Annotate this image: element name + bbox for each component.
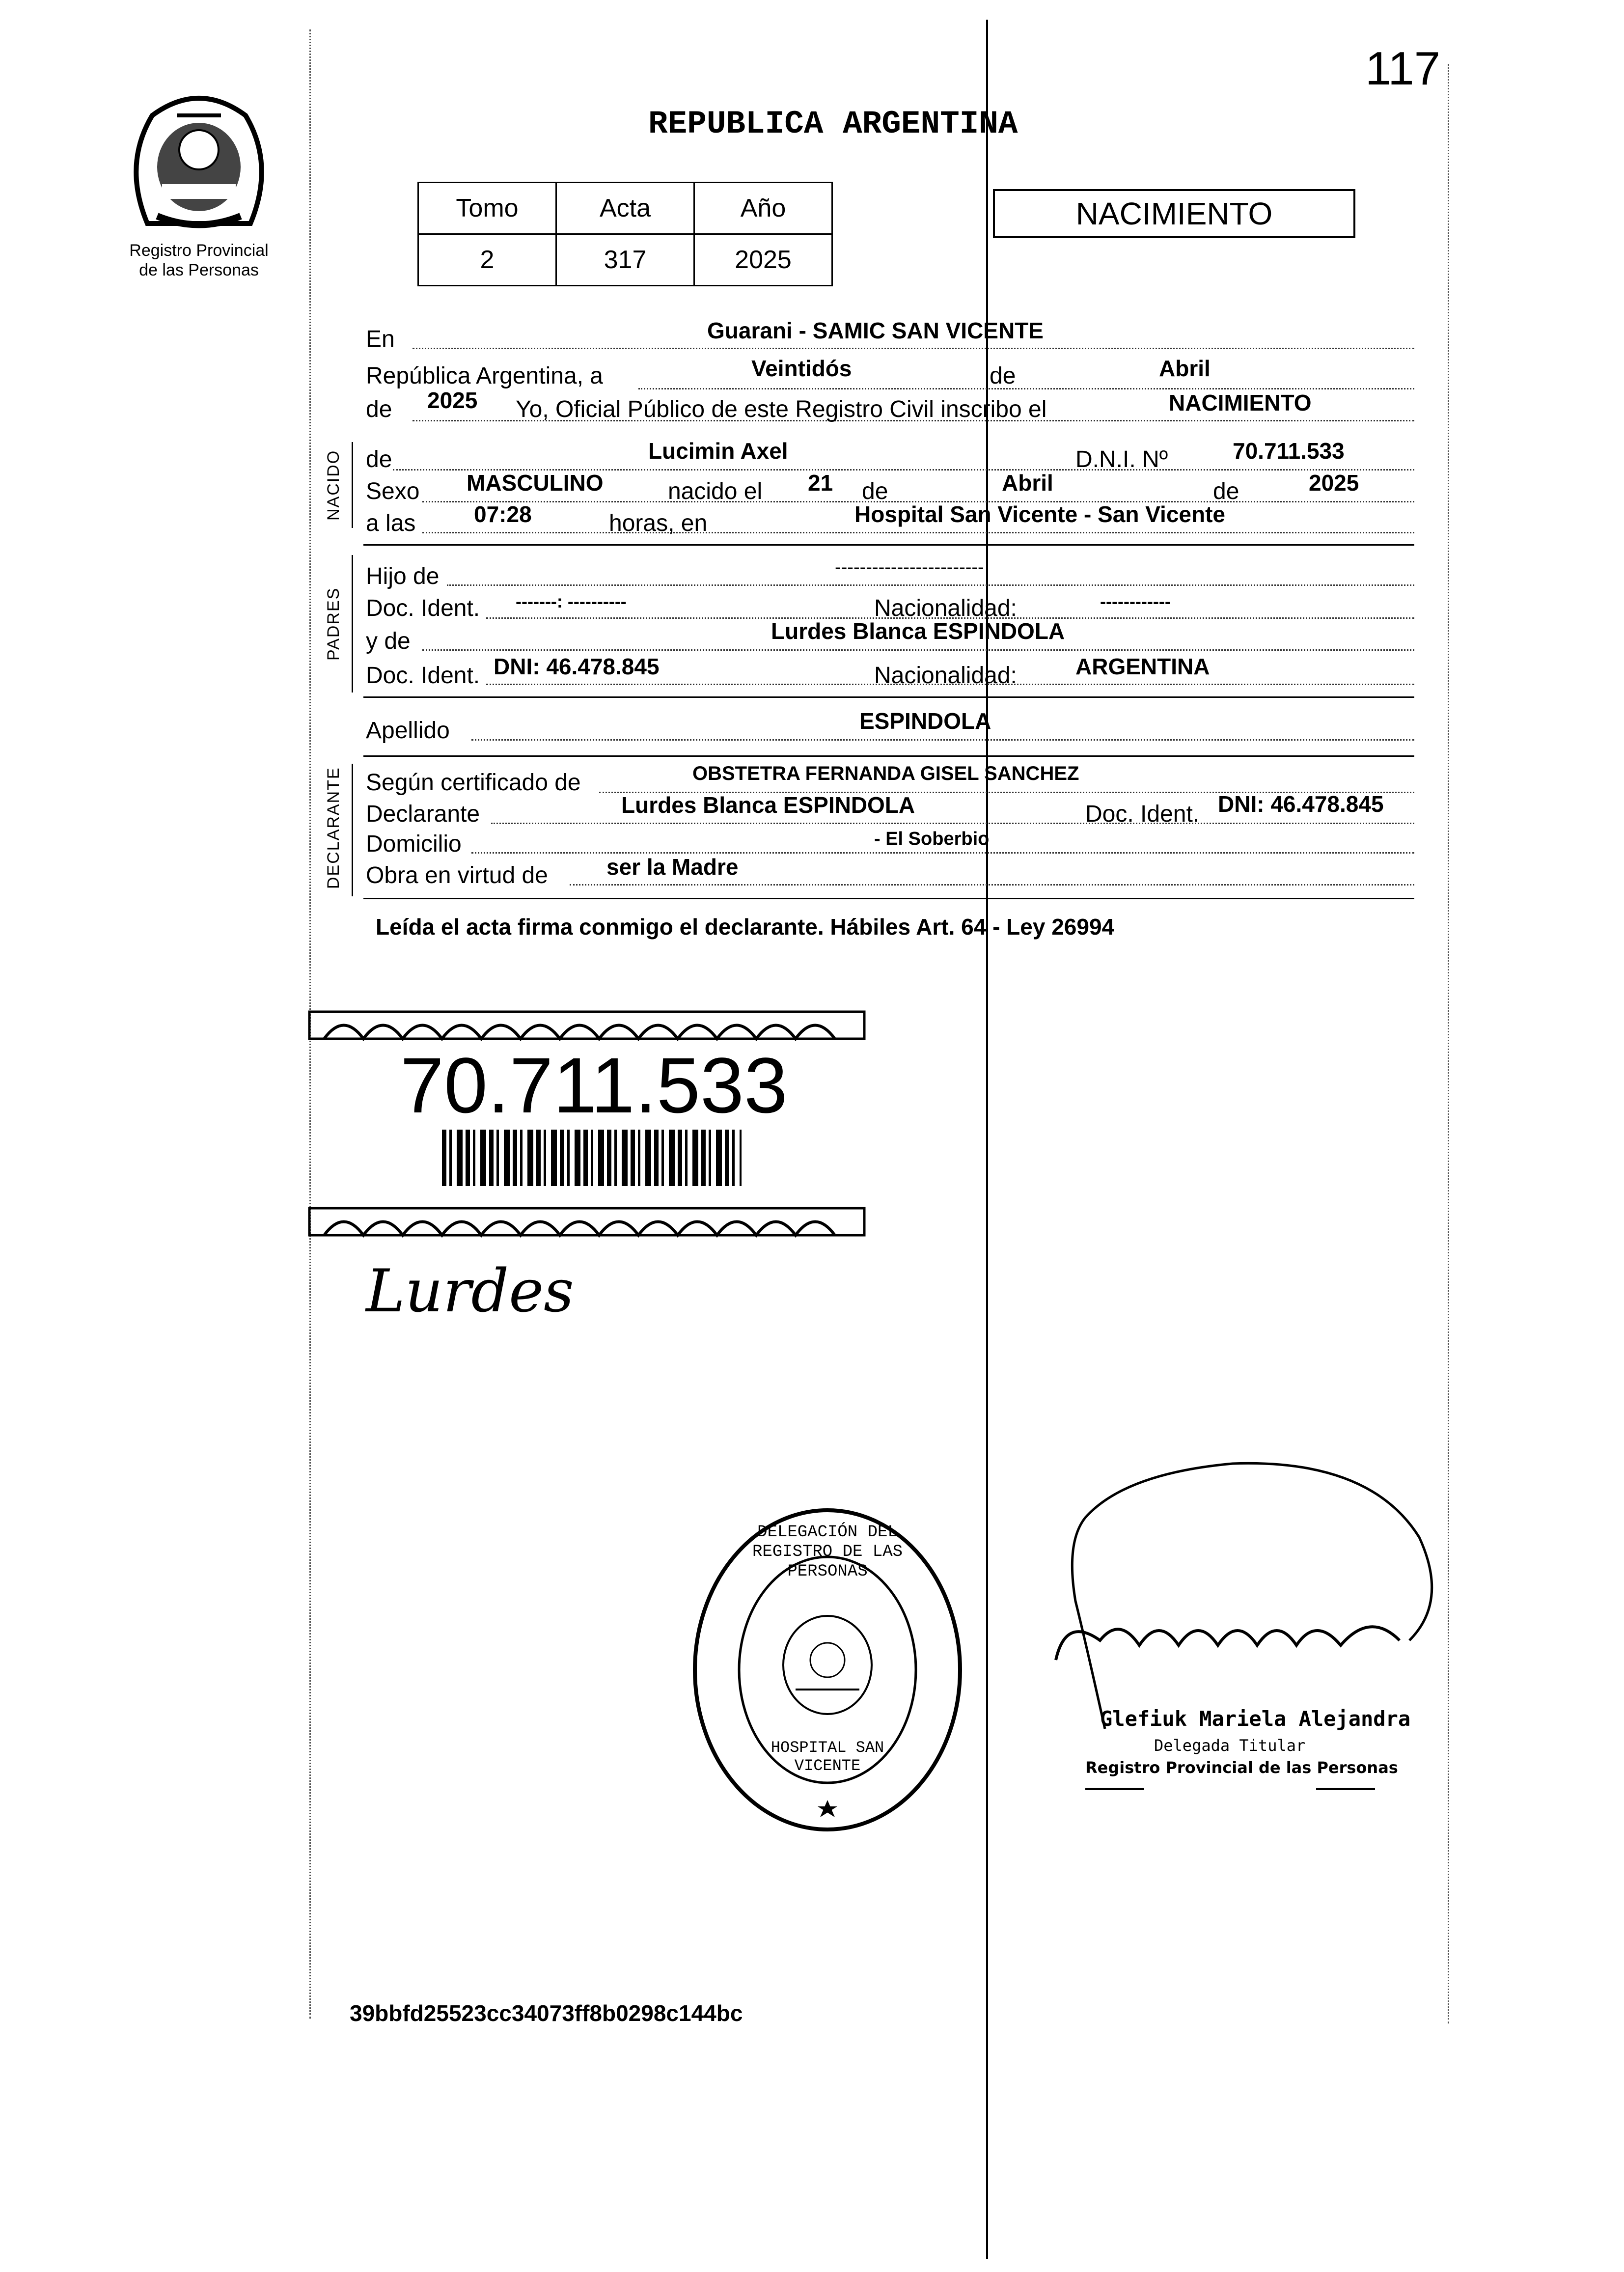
document-type-box: NACIMIENTO: [993, 189, 1355, 238]
section-label-padres: PADRES: [324, 587, 343, 661]
line-apellido: [471, 739, 1414, 741]
label-sexo: Sexo: [366, 478, 420, 504]
label-nacionalidad-2: Nacionalidad:: [874, 663, 1017, 689]
value-nacido-name: Lucimin Axel: [648, 438, 788, 464]
line-hijo: [447, 584, 1414, 586]
label-nacido-de: de: [366, 446, 392, 472]
value-mother-doc: DNI: 46.478.845: [494, 654, 660, 679]
record-header-tomo: Tomo: [418, 183, 556, 234]
label-obra: Obra en virtud de: [366, 862, 548, 888]
label-doc-ident-1: Doc. Ident.: [366, 595, 480, 621]
label-hijo: Hijo de: [366, 563, 440, 589]
value-month: Abril: [1159, 356, 1211, 381]
value-apellido: ESPINDOLA: [859, 708, 991, 734]
divider-apellido: [363, 755, 1414, 757]
closing-text: Leída el acta firma conmigo el declarante. Hábiles Art. 64 - Ley 26994: [376, 914, 1115, 940]
line-hora: [422, 532, 1414, 533]
divider-nacido: [363, 544, 1414, 546]
value-birth-month: Abril: [1002, 470, 1053, 496]
page-number: 117: [1365, 42, 1441, 95]
label-de-3: de: [1213, 478, 1239, 504]
right-margin-line: [1448, 64, 1449, 2023]
record-value-ano: 2025: [694, 234, 832, 286]
line-obra: [570, 884, 1414, 886]
label-certificado: Según certificado de: [366, 770, 581, 796]
value-declarante-doc: DNI: 46.478.845: [1218, 791, 1384, 817]
official-signature: [1026, 1454, 1444, 1729]
label-de: de: [990, 363, 1016, 389]
document-title: REPUBLICA ARGENTINA: [648, 106, 1018, 142]
value-birth-year: 2025: [1309, 470, 1359, 496]
logo-caption: [98, 241, 300, 280]
value-sexo: MASCULINO: [467, 470, 604, 496]
value-birth-place: Hospital San Vicente - San Vicente: [854, 501, 1226, 527]
label-doc-ident-3: Doc. Ident.: [1085, 801, 1200, 827]
sticker-number: 70.711.533: [400, 1041, 788, 1129]
record-value-acta: 317: [556, 234, 694, 286]
value-father-nationality: ------------: [1100, 591, 1171, 611]
value-father: ------------------------: [835, 557, 984, 578]
label-doc-ident-2: Doc. Ident.: [366, 663, 480, 689]
line-republica: [638, 388, 1414, 389]
barcode-icon: [442, 1130, 742, 1186]
stamp-outer-text: DELEGACIÓN DEL REGISTRO DE LAS PERSONAS: [752, 1523, 903, 1581]
label-nacionalidad-1: Nacionalidad:: [874, 595, 1017, 621]
record-value-tomo: 2: [418, 234, 556, 286]
value-event: NACIMIENTO: [1169, 390, 1312, 416]
provincial-logo: [118, 86, 280, 233]
line-domicilio: [471, 852, 1414, 854]
record-header-acta: Acta: [556, 183, 694, 234]
line-en: [413, 348, 1414, 349]
label-en: En: [366, 326, 395, 352]
declarante-signature: Lurdes: [366, 1257, 574, 1326]
padres-bracket: [352, 555, 353, 693]
record-table: [417, 182, 833, 286]
label-de-year: de: [366, 396, 392, 422]
value-mother: Lurdes Blanca ESPINDOLA: [771, 618, 1065, 644]
declarante-bracket: [352, 764, 353, 896]
official-name: Glefiuk Mariela Alejandra: [1100, 1707, 1411, 1731]
value-place: Guarani - SAMIC SAN VICENTE: [707, 318, 1044, 343]
divider-declarante: [363, 898, 1414, 899]
record-header-ano: Año: [694, 183, 832, 234]
line-mother: [422, 649, 1414, 651]
official-office: Registro Provincial de las Personas: [1085, 1758, 1398, 1777]
underline-left: [1085, 1788, 1144, 1790]
section-label-declarante: DECLARANTE: [324, 767, 343, 889]
nacido-bracket: [352, 442, 353, 528]
line-declarante: [491, 823, 1414, 824]
value-birth-day: 21: [808, 470, 833, 496]
value-birth-time: 07:28: [474, 501, 532, 527]
value-year: 2025: [427, 388, 478, 413]
fold-line: [986, 20, 988, 2259]
value-father-doc: -------: ----------: [516, 591, 627, 611]
label-y-de: y de: [366, 628, 411, 654]
label-dni: D.N.I. Nº: [1075, 446, 1168, 472]
label-a-las: a las: [366, 510, 416, 536]
handwritten-signature-icon: [1026, 1454, 1444, 1729]
value-domicilio: - El Soberbio: [874, 829, 990, 849]
misiones-seal-icon: [118, 86, 280, 233]
label-domicilio: Domicilio: [366, 831, 462, 857]
value-day-text: Veintidós: [751, 356, 852, 381]
label-republica: República Argentina, a: [366, 363, 603, 389]
value-certificado: OBSTETRA FERNANDA GISEL SANCHEZ: [692, 763, 1079, 784]
document-hash: 39bbfd25523cc34073ff8b0298c144bc: [350, 2000, 743, 2026]
label-nacido-el: nacido el: [668, 478, 763, 504]
logo-caption-line1: Registro Provincial: [129, 241, 269, 260]
label-yo-text: Yo, Oficial Público de este Registro Civil inscribo el: [516, 396, 1047, 422]
value-mother-nationality: ARGENTINA: [1075, 654, 1210, 679]
value-declarante-name: Lurdes Blanca ESPINDOLA: [621, 792, 915, 818]
divider-padres: [363, 696, 1414, 698]
stamp-inner-text: HOSPITAL SAN VICENTE: [771, 1739, 884, 1775]
value-dni: 70.711.533: [1233, 438, 1345, 464]
label-de-2: de: [862, 478, 888, 504]
label-apellido: Apellido: [366, 718, 450, 744]
underline-right: [1316, 1788, 1375, 1790]
value-obra: ser la Madre: [606, 854, 739, 880]
official-title: Delegada Titular: [1154, 1736, 1306, 1755]
label-horas: horas, en: [609, 510, 708, 536]
logo-caption-line2: de las Personas: [139, 261, 259, 279]
section-label-nacido: NACIDO: [324, 449, 343, 521]
label-declarante: Declarante: [366, 801, 480, 827]
